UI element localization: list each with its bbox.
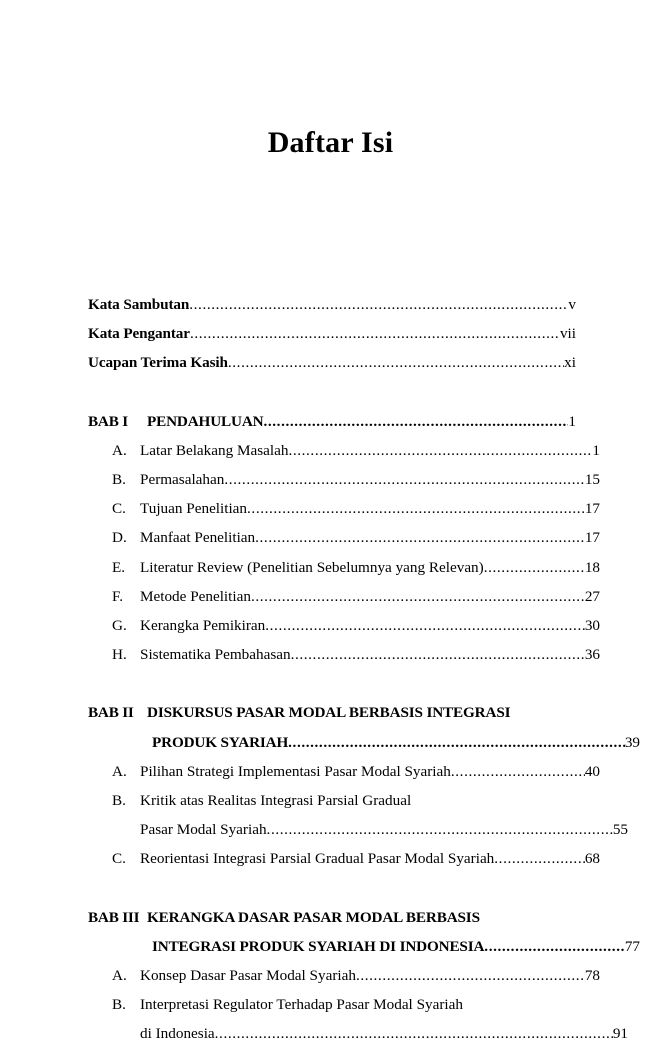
dot-leader (189, 297, 568, 312)
entry-label: Manfaat Penelitian (140, 529, 256, 547)
entry-label: Kritik atas Realitas Integrasi Parsial Gradual (140, 792, 412, 810)
entry-marker: E. (112, 558, 126, 576)
toc-entry[interactable] (88, 844, 600, 873)
chapter-number: BAB III (88, 908, 140, 926)
dot-leader (288, 735, 625, 750)
entry-label: Interpretasi Regulator Terhadap Pasar Modal Syariah (140, 996, 463, 1014)
page-number: 55 (612, 821, 628, 839)
page-number: 1 (568, 412, 576, 430)
chapter-title-line2: PRODUK SYARIAH (152, 733, 289, 751)
page-number: xi (564, 354, 576, 372)
chapter-title-line1: PENDAHULUAN (147, 412, 264, 430)
dot-leader (484, 560, 585, 575)
page-number: 77 (624, 937, 640, 955)
chapter-title-line2: INTEGRASI PRODUK SYARIAH DI INDONESIA (152, 937, 485, 955)
entry-label: Latar Belakang Masalah (140, 441, 289, 459)
dot-leader (494, 851, 585, 866)
page-number: 68 (584, 850, 600, 868)
page-number: 17 (584, 500, 600, 518)
entry-marker: G. (112, 617, 127, 635)
entry-label: Konsep Dasar Pasar Modal Syariah (140, 967, 356, 985)
dot-leader (356, 968, 585, 983)
entry-marker: F. (112, 587, 124, 605)
chapter-heading[interactable] (88, 903, 576, 932)
dot-leader (247, 501, 585, 516)
chapter-number: BAB II (88, 704, 134, 722)
entry-marker: A. (112, 762, 127, 780)
page-number: 1 (592, 441, 600, 459)
dot-leader (451, 764, 585, 779)
page-number: 17 (584, 529, 600, 547)
front-matter-entry[interactable] (88, 319, 576, 348)
entry-label: Reorientasi Integrasi Parsial Gradual Pasar Modal Syariah (140, 850, 495, 868)
front-matter-entry[interactable] (88, 290, 576, 319)
dot-leader (255, 530, 585, 545)
page-number: 36 (584, 646, 600, 664)
entry-label: Permasalahan (140, 471, 225, 489)
entry-marker: B. (112, 792, 126, 810)
entry-marker: C. (112, 500, 126, 518)
dot-leader (288, 443, 592, 458)
section-gap (88, 378, 576, 407)
entry-label: Pilihan Strategi Implementasi Pasar Modal Syariah (140, 762, 451, 780)
toc-entry[interactable] (88, 582, 600, 611)
page-number: 27 (584, 587, 600, 605)
dot-leader (251, 589, 585, 604)
toc-entry[interactable] (88, 523, 600, 552)
entry-marker: H. (112, 646, 127, 664)
chapter-heading[interactable] (88, 407, 576, 436)
entry-label: Kata Pengantar (88, 325, 190, 343)
toc-entry[interactable] (88, 757, 600, 786)
chapter-heading-continued[interactable] (88, 932, 640, 961)
toc-entry[interactable] (88, 961, 600, 990)
page-title: Daftar Isi (267, 126, 394, 159)
entry-marker: B. (112, 471, 126, 489)
dot-leader (215, 1026, 613, 1041)
entry-marker: D. (112, 529, 127, 547)
entry-label: Sistematika Pembahasan (140, 646, 291, 664)
front-matter-entry[interactable] (88, 348, 576, 377)
chapter-heading-continued[interactable] (88, 728, 640, 757)
chapter-title-line1: DISKURSUS PASAR MODAL BERBASIS INTEGRASI (147, 704, 511, 722)
entry-label: Ucapan Terima Kasih (88, 354, 228, 372)
page-number: 78 (584, 967, 600, 985)
page-number: v (568, 296, 576, 313)
page-number: 30 (584, 617, 600, 635)
entry-label: Kata Sambutan (88, 296, 190, 313)
entry-label: Tujuan Penelitian (140, 500, 248, 518)
dot-leader (291, 647, 585, 662)
page-number: 40 (584, 762, 600, 780)
dot-leader (267, 822, 613, 837)
entry-label-line2: Pasar Modal Syariah (140, 821, 267, 839)
entry-marker: A. (112, 441, 127, 459)
page-number: vii (559, 325, 576, 343)
table-of-contents (88, 290, 640, 1049)
entry-marker: A. (112, 967, 127, 985)
page-number: 15 (584, 471, 600, 489)
toc-entry[interactable] (88, 494, 600, 523)
toc-entry-continued[interactable] (88, 815, 628, 844)
toc-entry[interactable] (88, 611, 600, 640)
entry-marker: B. (112, 996, 126, 1014)
toc-entry[interactable] (88, 436, 600, 465)
dot-leader (265, 618, 585, 633)
toc-entry-continued[interactable] (88, 1019, 628, 1048)
entry-label: Metode Penelitian (140, 587, 251, 605)
dot-leader (224, 472, 584, 487)
entry-label: Literatur Review (Penelitian Sebelumnya yang Relevan) (140, 558, 484, 576)
section-gap (88, 874, 576, 903)
section-gap (88, 669, 576, 698)
chapter-heading[interactable] (88, 698, 576, 727)
chapter-title-line1: KERANGKA DASAR PASAR MODAL BERBASIS (147, 908, 480, 926)
toc-entry[interactable] (88, 640, 600, 669)
toc-entry[interactable] (88, 786, 600, 815)
entry-label: Kerangka Pemikiran (140, 617, 266, 635)
entry-label-line2: di Indonesia (140, 1025, 215, 1043)
page-number: 39 (624, 733, 640, 751)
chapter-number: BAB I (88, 412, 128, 430)
page-number: 91 (612, 1025, 628, 1043)
toc-entry[interactable] (88, 553, 600, 582)
toc-entry[interactable] (88, 990, 600, 1019)
dot-leader (263, 414, 568, 429)
toc-entry[interactable] (88, 465, 600, 494)
entry-marker: C. (112, 850, 126, 868)
page-number: 18 (584, 558, 600, 576)
dot-leader (484, 939, 625, 954)
dot-leader (190, 326, 560, 341)
dot-leader (228, 355, 564, 370)
